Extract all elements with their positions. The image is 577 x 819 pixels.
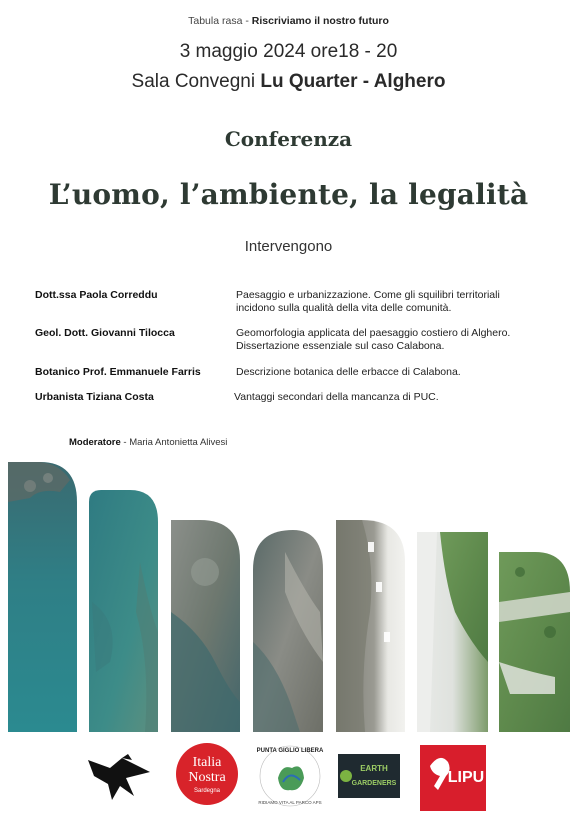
speaker-name-1: Dott.ssa Paola Correddu [35,289,158,301]
lipu-logo [420,745,486,811]
eagle-logo-icon [88,754,150,800]
speaker-topic-1: Paesaggio e urbanizzazione. Come gli squilibri territoriali incidono sulla qualità della vita delle comunità. [236,289,500,314]
event-date: 3 maggio 2024 ore18 - 20 [179,41,398,62]
punta-giglio-logo [257,746,324,806]
venue-name: Lu Quarter - Alghero [260,71,446,92]
speaker-name-3: Botanico Prof. Emmanuele Farris [35,366,201,378]
speaker-name-4: Urbanista Tiziana Costa [35,391,154,403]
speaker-topic-2: Geomorfologia applicata del paesaggio costiero di Alghero. Dissertazione essenziale sul caso Calabona. [236,327,511,352]
partner-logos [0,740,577,815]
italia-nostra-region: Sardegna [193,788,221,794]
punta-giglio-top: PUNTA GIGLIO LIBERA [256,748,324,754]
italia-nostra-line2: Nostra [188,770,226,785]
series-subtitle: Riscriviamo il nostro futuro [251,15,389,27]
italia-nostra-logo [176,743,238,805]
speakers-heading: Intervengono [244,238,333,255]
series-line: Tabula rasa - Riscriviamo il nostro futuro [188,15,389,27]
event-title: L’uomo, l’ambiente, la legalità [48,178,529,211]
italia-nostra-line1: Italia [192,755,222,770]
lipu-text: LIPU [447,769,485,786]
moderator-name: Maria Antonietta Alivesi [129,437,228,448]
event-kind: Conferenza [224,127,353,151]
series-name: Tabula rasa [188,15,243,27]
earth-gardeners-logo [338,754,400,798]
speaker-topic-4: Vantaggi secondari della mancanza di PUC. [234,391,439,403]
event-venue: Sala Convegni Lu Quarter - Alghero [131,71,446,92]
speaker-topic-3: Descrizione botanica delle erbacce di Calabona. [236,366,461,378]
aerial-coast-arches [0,462,577,734]
earth-line2: GARDENERS [351,780,397,787]
earth-line1: EARTH [360,764,388,773]
speaker-name-2: Geol. Dott. Giovanni Tilocca [35,327,175,339]
moderator-line: Moderatore - Maria Antonietta Alivesi [69,437,228,448]
moderator-label: Moderatore [69,437,121,448]
punta-giglio-bottom: RIDIAMO VITA AL PARCO APS [258,800,322,805]
